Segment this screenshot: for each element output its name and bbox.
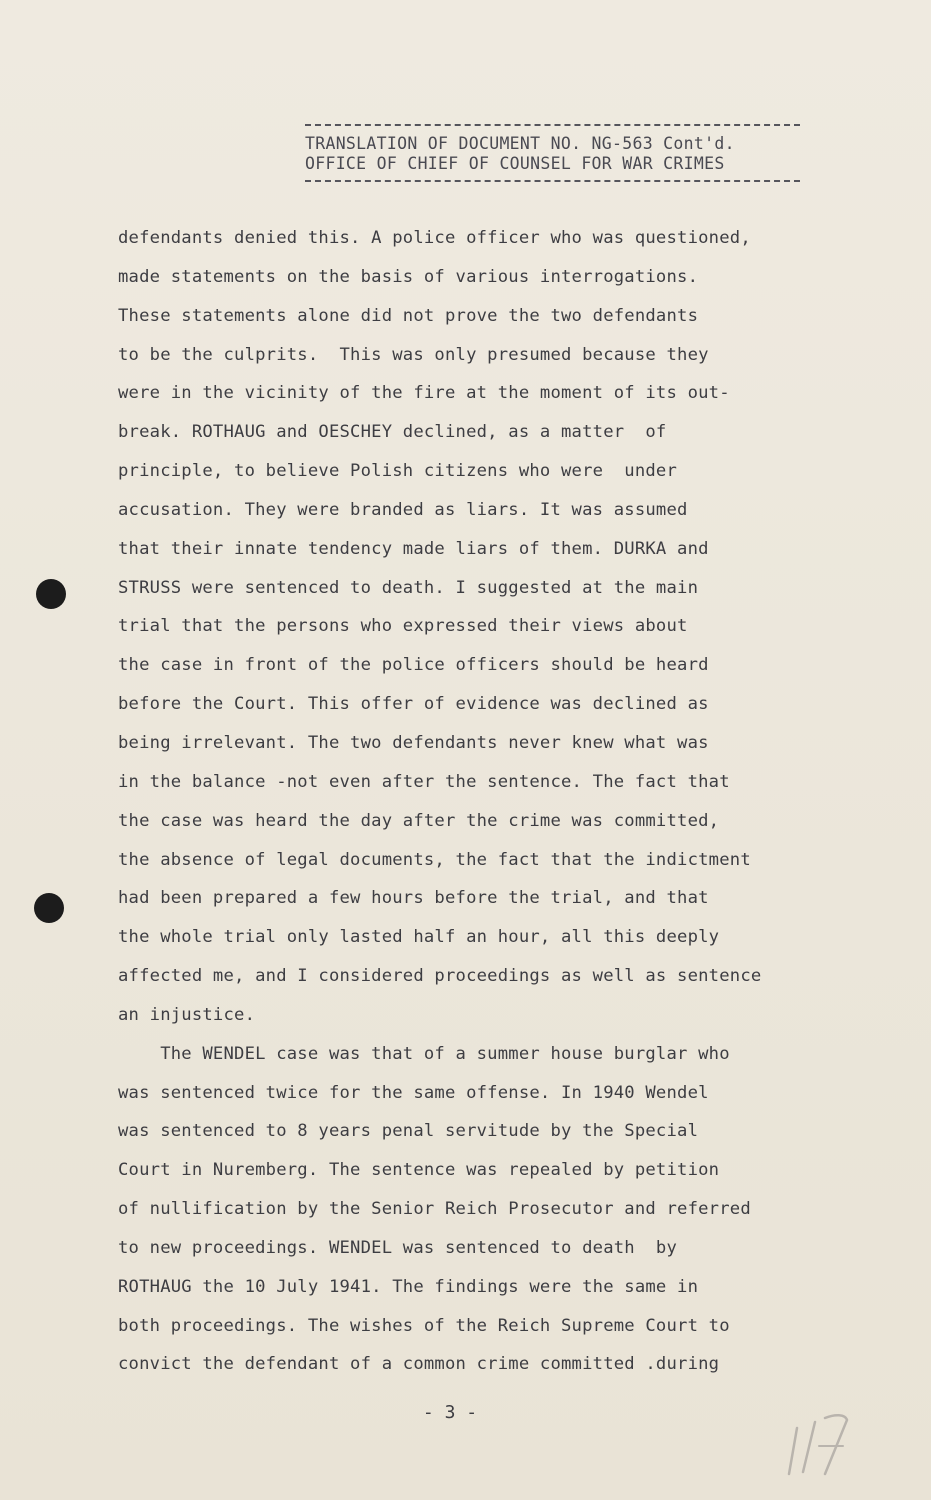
text-line: being irrelevant. The two defendants never knew what was	[118, 732, 709, 753]
text-line: both proceedings. The wishes of the Reich Supreme Court to	[118, 1315, 730, 1336]
text-line: STRUSS were sentenced to death. I suggested at the main	[118, 577, 699, 598]
text-line: the whole trial only lasted half an hour, all this deeply	[118, 927, 720, 948]
body-text	[118, 224, 858, 1389]
header-title-line2: OFFICE OF CHIEF OF COUNSEL FOR WAR CRIMES	[305, 154, 725, 173]
punch-hole-icon	[36, 579, 66, 609]
text-line: principle, to believe Polish citizens who were under	[118, 461, 678, 482]
text-line: defendants denied this. A police officer who was questioned,	[118, 228, 751, 248]
text-line: before the Court. This offer of evidence was declined as	[118, 694, 709, 715]
text-line: ROTHAUG the 10 July 1941. The findings were the same in	[118, 1276, 699, 1297]
text-line: made statements on the basis of various interrogations.	[118, 266, 699, 287]
text-line: These statements alone did not prove the two defendants	[118, 305, 699, 326]
text-line: trial that the persons who expressed their views about	[118, 616, 688, 637]
text-line: the absence of legal documents, the fact that the indictment	[118, 849, 751, 870]
header-rule-bottom	[305, 180, 800, 182]
text-line: to new proceedings. WENDEL was sentenced to death by	[118, 1237, 678, 1258]
text-line: Court in Nuremberg. The sentence was repealed by petition	[118, 1160, 720, 1181]
text-line: an injustice.	[118, 1004, 256, 1025]
text-line: the case was heard the day after the crime was committed,	[118, 810, 720, 831]
text-line: affected me, and I considered proceedings as well as sentence	[118, 966, 762, 987]
page-number: - 3 -	[422, 1402, 478, 1423]
handwritten-folio-number	[785, 1400, 865, 1480]
punch-hole-icon	[34, 893, 64, 923]
text-line: the case in front of the police officers should be heard	[118, 655, 709, 676]
text-line: was sentenced to 8 years penal servitude by the Special	[118, 1121, 699, 1142]
text-line: accusation. They were branded as liars. It was assumed	[118, 499, 688, 520]
text-line: The WENDEL case was that of a summer house burglar who	[118, 1043, 730, 1064]
header-rule-top	[305, 124, 800, 126]
text-line: was sentenced twice for the same offense. In 1940 Wendel	[118, 1082, 709, 1103]
text-line: were in the vicinity of the fire at the moment of its out-	[118, 383, 730, 404]
text-line: that their innate tendency made liars of them. DURKA and	[118, 538, 709, 559]
text-line: of nullification by the Senior Reich Prosecutor and referred	[118, 1199, 751, 1220]
document-header	[305, 124, 800, 182]
text-line: convict the defendant of a common crime committed .during	[118, 1354, 720, 1375]
text-line: break. ROTHAUG and OESCHEY declined, as a matter of	[118, 422, 667, 443]
text-line: in the balance -not even after the sentence. The fact that	[118, 771, 730, 792]
text-line: had been prepared a few hours before the trial, and that	[118, 888, 709, 909]
header-title-line1: TRANSLATION OF DOCUMENT NO. NG-563 Cont'd.	[305, 134, 735, 153]
text-line: to be the culprits. This was only presumed because they	[118, 344, 709, 365]
